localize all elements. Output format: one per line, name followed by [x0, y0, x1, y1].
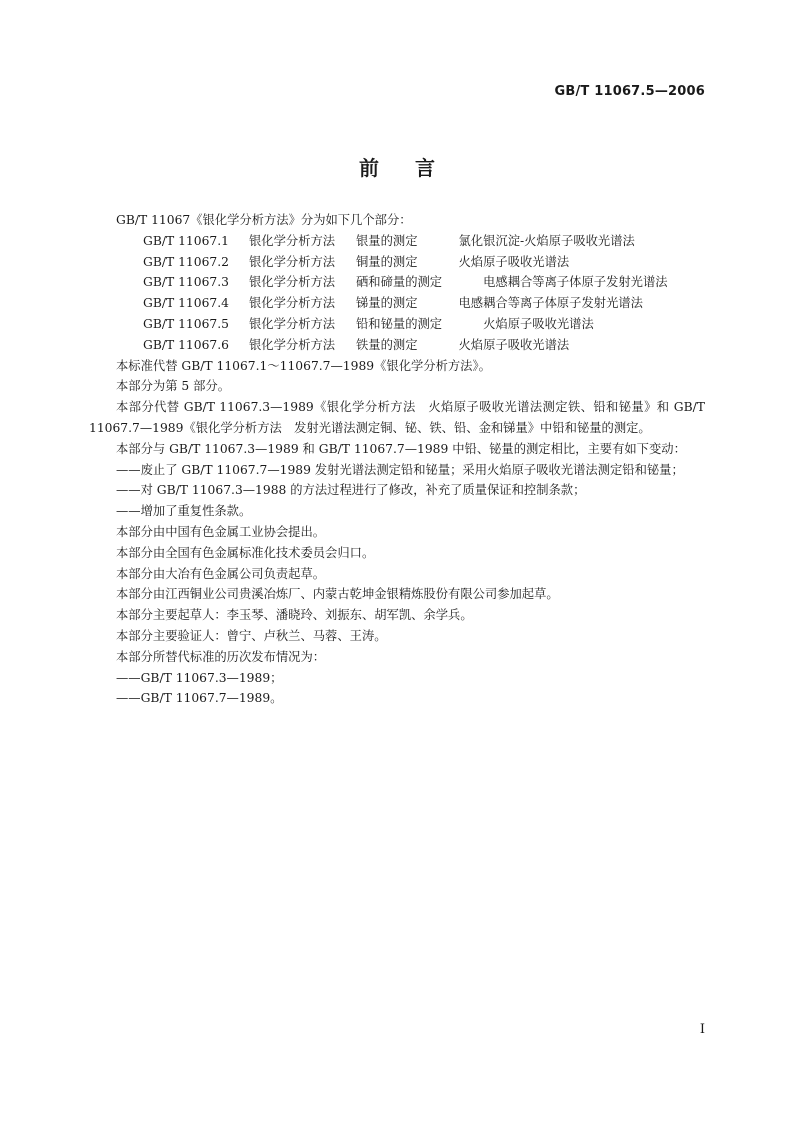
part-line [89, 293, 705, 314]
page-title: 前言 [359, 156, 471, 180]
change-item: ——对 GB/T 11067.3—1988 的方法过程进行了修改，补充了质量保证和控制条款； [116, 483, 586, 498]
part-line [89, 314, 705, 335]
part-code: GB/T 11067.2 [143, 254, 229, 269]
part-technique: 电感耦合等离子体原子发射光谱法 [483, 275, 668, 290]
intro-paragraph: GB/T 11067《银化学分析方法》分为如下几个部分： [116, 213, 412, 227]
part-item: 铁量的测定 [356, 337, 418, 352]
part-item: 铅和铋量的测定 [356, 316, 443, 331]
history-item: ——GB/T 11067.7—1989。 [116, 691, 283, 706]
part-technique: 氯化银沉淀-火焰原子吸收光谱法 [458, 233, 635, 248]
part-code: GB/T 11067.6 [143, 337, 229, 352]
part-method: 银化学分析方法 [249, 275, 336, 290]
part-item: 银量的测定 [356, 233, 418, 248]
participated-paragraph: 本部分由江西铜业公司贵溪冶炼厂、内蒙古乾坤金银精炼股份有限公司参加起草。 [116, 587, 559, 602]
part-line [89, 335, 705, 356]
managed-paragraph: 本部分由全国有色金属标准化技术委员会归口。 [116, 545, 375, 560]
part-line [89, 272, 705, 293]
drafters-paragraph: 本部分主要起草人：李玉琴、潘晓玲、刘振东、胡军凯、余学兵。 [116, 608, 473, 623]
foreword-body [89, 210, 705, 709]
change-item: ——废止了 GB/T 11067.7—1989 发射光谱法测定铅和铋量；采用火焰原子吸收光谱法测定铅和铋量； [116, 462, 684, 477]
part-code: GB/T 11067.3 [143, 275, 229, 290]
verifiers-paragraph: 本部分主要验证人：曾宁、卢秋兰、马蓉、王涛。 [116, 628, 387, 643]
part-technique: 电感耦合等离子体原子发射光谱法 [458, 296, 643, 311]
changes-paragraph: 本部分与 GB/T 11067.3—1989 和 GB/T 11067.7—1989 中铅、铋量的测定相比，主要有如下变动： [116, 441, 686, 456]
change-item: ——增加了重复性条款。 [116, 504, 252, 519]
history-item: ——GB/T 11067.3—1989； [116, 670, 283, 685]
part-technique: 火焰原子吸收光谱法 [483, 316, 594, 331]
drafted-paragraph: 本部分由大冶有色金属公司负责起草。 [116, 566, 326, 581]
part-method: 银化学分析方法 [249, 233, 336, 248]
part-method: 银化学分析方法 [249, 337, 336, 352]
part-line [89, 231, 705, 252]
part-method: 银化学分析方法 [249, 296, 336, 311]
proposed-paragraph: 本部分由中国有色金属工业协会提出。 [116, 524, 326, 539]
replace-all-paragraph: 本标准代替 GB/T 11067.1～11067.7—1989《银化学分析方法》。 [116, 358, 491, 373]
part-item: 铜量的测定 [356, 254, 418, 269]
part-number-paragraph: 本部分为第 5 部分。 [116, 379, 231, 394]
page-number: I [699, 1022, 705, 1037]
part-item: 硒和碲量的测定 [356, 275, 443, 290]
part-technique: 火焰原子吸收光谱法 [458, 254, 570, 269]
part-method: 银化学分析方法 [249, 254, 336, 269]
part-code: GB/T 11067.5 [143, 316, 229, 331]
part-code: GB/T 11067.4 [143, 296, 229, 311]
part-item: 锑量的测定 [356, 296, 418, 311]
part-method: 银化学分析方法 [249, 316, 336, 331]
history-paragraph: 本部分所替代标准的历次发布情况为： [116, 649, 326, 664]
part-technique: 火焰原子吸收光谱法 [458, 337, 570, 352]
part-line [89, 252, 705, 273]
standard-code: GB/T 11067.5—2006 [554, 84, 705, 99]
part-code: GB/T 11067.1 [143, 233, 229, 248]
replaces-paragraph: 本部分代替 GB/T 11067.3—1989《银化学分析方法 火焰原子吸收光谱法测定铁、铅和铋量》和 GB/T 11067.7—1989《银化学分析方法 发射光谱法测定铜、铋、铁、铅、金和锑量》中铅和铋量的测定。 [89, 400, 705, 435]
